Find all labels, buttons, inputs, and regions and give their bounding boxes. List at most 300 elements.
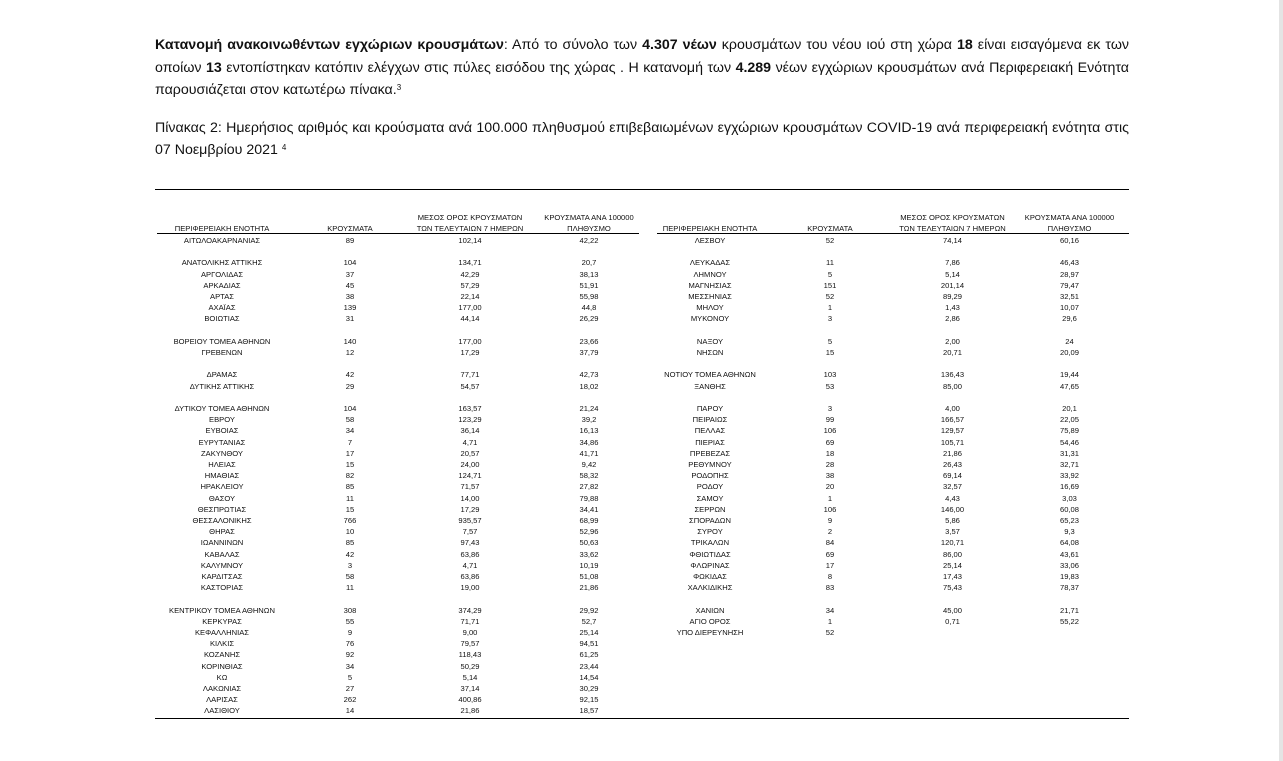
table-cell-cases: 11 (346, 493, 354, 503)
table-cell-cases: 140 (343, 336, 357, 346)
table-cell-avg7: 42,29 (460, 269, 480, 279)
table-cell-cases: 69 (825, 437, 835, 447)
intro-total: 4.307 νέων (642, 37, 717, 53)
table-cell-per100k: 37,79 (579, 348, 599, 357)
table-cell-per100k: 51,08 (579, 572, 599, 581)
table-cell-avg7: 44,14 (460, 314, 480, 324)
table-cell-avg7: 21,86 (460, 706, 480, 716)
table-cell-cases: 83 (825, 583, 835, 593)
table-cell-region: ΚΙΛΚΙΣ (209, 639, 235, 649)
table-cell-cases: 42 (345, 549, 355, 559)
table-cell-per100k: 65,23 (1059, 516, 1079, 525)
table-cell-avg7: 19,00 (460, 583, 480, 593)
table-cell-cases: 92 (345, 650, 355, 660)
table-cell-cases: 12 (345, 348, 355, 357)
table-cell-per100k: 30,29 (579, 684, 599, 693)
table-cell-per100k: 58,32 (579, 471, 599, 481)
table-cell-cases: 106 (823, 426, 837, 436)
table-cell-per100k: 32,71 (1059, 460, 1079, 469)
table-cell-avg7: 400,86 (458, 695, 482, 705)
table-cell-per100k: 34,41 (579, 504, 599, 514)
table-cell-region: ΖΑΚΥΝΘΟΥ (201, 448, 243, 458)
intro-text-5: νέων εγχώριων κρουσμάτων ανά Περιφερειακή Ενότητα παρουσιάζεται στον κατωτέρω πίνακα. (155, 59, 1129, 98)
table-cell-avg7: 17,43 (942, 572, 962, 581)
table-cell-avg7: 20,71 (942, 348, 962, 357)
table-cell-per100k: 21,71 (1059, 605, 1079, 615)
table-cell-avg7: 2,00 (945, 336, 960, 346)
table-cell-cases: 38 (825, 471, 835, 481)
table-cell-avg7: 5,86 (945, 516, 960, 525)
table-cell-avg7: 79,57 (460, 639, 480, 649)
table-cell-region: ΦΩΚΙΔΑΣ (693, 572, 727, 581)
table-cell-per100k: 23,44 (579, 661, 599, 671)
table-cell-region: ΒΟΡΕΙΟΥ ΤΟΜΕΑ ΑΘΗΝΩΝ (173, 336, 271, 346)
table-cell-per100k: 16,13 (579, 426, 599, 436)
table-cell-region: ΑΓΙΟ ΟΡΟΣ (689, 616, 731, 626)
table-cell-region: ΑΡΓΟΛΙΔΑΣ (200, 269, 244, 279)
table-cell-region: ΠΕΙΡΑΙΩΣ (692, 415, 728, 425)
table-cell-cases: 9 (827, 516, 833, 525)
table-cell-per100k: 22,05 (1059, 415, 1079, 425)
table-cell-region: ΘΕΣΠΡΩΤΙΑΣ (197, 504, 247, 514)
table-cell-cases: 34 (345, 661, 355, 671)
table-cell-avg7: 4,43 (945, 493, 960, 503)
table-cell-region: ΛΕΥΚΑΔΑΣ (689, 258, 731, 268)
table-cell-cases: 5 (347, 672, 353, 682)
table-cell-region: ΚΟΖΑΝΗΣ (203, 650, 241, 660)
table-cell-cases: 45 (345, 280, 355, 290)
table-cell-cases: 53 (825, 381, 835, 391)
table-cell-avg7: 166,57 (940, 415, 965, 425)
table-cell-cases: 1 (827, 303, 833, 313)
table-cell-cases: 37 (345, 269, 355, 279)
header-underline-right (657, 233, 1129, 234)
table-cell-cases: 104 (343, 404, 357, 413)
table-cell-region: ΣΑΜΟΥ (696, 493, 724, 503)
table-cell-region: ΙΩΑΝΝΙΝΩΝ (200, 538, 244, 548)
table-cell-per100k: 18,02 (579, 381, 599, 391)
table-cell-per100k: 64,08 (1059, 538, 1079, 548)
table-cell-region: ΚΩ (216, 672, 228, 682)
table-cell-cases: 34 (345, 426, 355, 436)
table-cell-region: ΚΑΒΑΛΑΣ (204, 549, 240, 559)
table-cell-avg7: 118,43 (458, 650, 482, 660)
table-cell-per100k: 47,65 (1059, 381, 1079, 391)
table-cell-cases: 29 (345, 381, 355, 391)
table-cell-cases: 18 (825, 448, 835, 458)
intro-gates: 13 (205, 59, 222, 76)
table-cell-avg7: 21,86 (942, 448, 962, 458)
table-cell-region: ΛΗΜΝΟΥ (693, 269, 727, 279)
intro-text-2: κρουσμάτων του νέου ιού στη χώρα (716, 37, 958, 53)
table-cell-region: ΚΕΝΤΡΙΚΟΥ ΤΟΜΕΑ ΑΘΗΝΩΝ (169, 605, 275, 615)
table-cell-cases: 99 (825, 415, 835, 425)
table-cell-per100k: 32,51 (1059, 292, 1079, 301)
table-cell-region: ΔΥΤΙΚΗΣ ΑΤΤΙΚΗΣ (189, 381, 255, 391)
table-cell-region: ΚΑΣΤΟΡΙΑΣ (200, 583, 244, 593)
table-cell-cases: 34 (825, 605, 835, 615)
table-cell-avg7: 201,14 (940, 280, 965, 290)
table-cell-cases: 52 (825, 236, 835, 245)
header-avg-right-1: ΜΕΣΟΣ ΟΡΟΣ ΚΡΟΥΣΜΑΤΩΝ (900, 213, 1005, 222)
table-cell-region: ΕΒΡΟΥ (209, 415, 235, 425)
table-cell-region: ΧΑΝΙΩΝ (695, 605, 725, 615)
table-cell-per100k: 61,25 (579, 650, 599, 660)
table-cell-region: ΣΠΟΡΑΔΩΝ (689, 516, 731, 525)
table-cell-cases: 5 (827, 269, 833, 279)
table-cell-cases: 17 (345, 448, 355, 458)
table-cell-per100k: 33,92 (1059, 471, 1079, 481)
header-avg-left-2: ΤΩΝ ΤΕΛΕΥΤΑΙΩΝ 7 ΗΜΕΡΩΝ (416, 224, 524, 233)
table-cell-cases: 69 (825, 549, 835, 559)
table-cell-per100k: 92,15 (579, 695, 599, 705)
table-cell-per100k: 55,98 (579, 292, 599, 301)
table-cell-per100k: 3,03 (1062, 493, 1077, 503)
table-cell-cases: 1 (827, 493, 833, 503)
table-cell-cases: 52 (825, 292, 835, 301)
header-avg-right-2: ΤΩΝ ΤΕΛΕΥΤΑΙΩΝ 7 ΗΜΕΡΩΝ (899, 224, 1006, 233)
header-underline-left (157, 233, 639, 234)
document-body (155, 34, 1129, 162)
table-cell-region: ΘΕΣΣΑΛΟΝΙΚΗΣ (192, 516, 252, 525)
table-cell-per100k: 34,86 (579, 437, 599, 447)
table-cell-cases: 76 (345, 639, 355, 649)
table-cell-region: ΝΑΞΟΥ (696, 336, 724, 346)
header-per100k-left-2: ΠΛΗΘΥΣΜΟ (567, 224, 611, 233)
header-per100k-right-1: ΚΡΟΥΣΜΑΤΑ ΑΝΑ 100000 (1024, 213, 1115, 222)
table-cell-avg7: 57,29 (460, 280, 480, 290)
table-cell-per100k: 9,42 (581, 460, 597, 469)
table-cell-cases: 3 (827, 404, 833, 413)
table-cell-cases: 9 (347, 628, 353, 637)
table-cell-avg7: 3,57 (945, 527, 960, 537)
table-cell-avg7: 89,29 (942, 292, 962, 301)
table-cell-region: ΚΑΛΥΜΝΟΥ (200, 560, 244, 570)
table-cell-cases: 7 (347, 437, 353, 447)
table-cell-per100k: 29,6 (1062, 314, 1077, 324)
table-cell-avg7: 24,00 (460, 460, 480, 469)
table-cell-avg7: 374,29 (458, 605, 482, 615)
table-cell-cases: 262 (343, 695, 357, 705)
table-cell-cases: 85 (345, 482, 355, 492)
table-cell-per100k: 10,07 (1059, 303, 1079, 313)
table-cell-per100k: 19,44 (1059, 370, 1079, 380)
table-cell-cases: 106 (823, 504, 837, 514)
table-caption (155, 117, 1129, 162)
header-cases-left: ΚΡΟΥΣΜΑΤΑ (327, 224, 373, 233)
table-cell-region: ΓΡΕΒΕΝΩΝ (201, 348, 243, 357)
table-cell-avg7: 77,71 (460, 370, 480, 380)
table-cell-avg7: 25,14 (942, 560, 962, 570)
table-cell-avg7: 20,57 (460, 448, 480, 458)
table-cell-cases: 89 (345, 236, 355, 245)
table-cell-avg7: 105,71 (940, 437, 965, 447)
table-cell-per100k: 19,83 (1059, 572, 1079, 581)
table-cell-cases: 5 (827, 336, 833, 346)
table-cell-region: ΡΟΔΟΠΗΣ (691, 471, 729, 481)
table-cell-region: ΛΑΡΙΣΑΣ (206, 695, 238, 705)
table-cell-cases: 14 (345, 706, 355, 716)
table-cell-cases: 103 (823, 370, 837, 380)
table-cell-per100k: 18,57 (579, 706, 599, 716)
table-cell-region: ΜΕΣΣΗΝΙΑΣ (688, 292, 732, 301)
table-cell-avg7: 136,43 (940, 370, 965, 380)
table-cell-avg7: 0,71 (945, 616, 960, 626)
table-cell-per100k: 78,37 (1059, 583, 1079, 593)
intro-lead: Κατανομή ανακοινωθέντων εγχώριων κρουσμάτων (155, 37, 504, 53)
table-cell-cases: 28 (825, 460, 835, 469)
table-cell-per100k: 33,62 (579, 549, 599, 559)
table-cell-region: ΛΕΣΒΟΥ (694, 236, 726, 245)
table-cell-per100k: 50,63 (579, 538, 599, 548)
header-per100k-left-1: ΚΡΟΥΣΜΑΤΑ ΑΝΑ 100000 (544, 213, 634, 222)
table-cell-cases: 42 (345, 370, 355, 380)
table-cell-per100k: 28,97 (1059, 269, 1079, 279)
table-cell-region: ΧΑΛΚΙΔΙΚΗΣ (687, 583, 733, 593)
table-cell-per100k: 79,47 (1059, 280, 1079, 290)
intro-text-4: εντοπίστηκαν κατόπιν ελέγχων στις πύλες εισόδου της χώρας . Η κατανομή των (221, 59, 736, 76)
table-cell-per100k: 21,86 (579, 583, 599, 593)
header-cases-right: ΚΡΟΥΣΜΑΤΑ (807, 224, 853, 233)
table-cell-region: ΑΡΚΑΔΙΑΣ (203, 280, 241, 290)
table-cell-per100k: 29,92 (579, 605, 599, 615)
table-cell-cases: 84 (825, 538, 835, 548)
table-cell-region: ΔΥΤΙΚΟΥ ΤΟΜΕΑ ΑΘΗΝΩΝ (174, 404, 270, 413)
table-cell-cases: 11 (346, 583, 354, 593)
table-cell-region: ΡΕΘΥΜΝΟΥ (688, 460, 732, 469)
table-cell-per100k: 25,14 (579, 628, 599, 637)
table-cell-avg7: 97,43 (460, 538, 480, 548)
table-cell-region: ΚΕΡΚΥΡΑΣ (202, 616, 242, 626)
table-bottom-rule (155, 718, 1129, 719)
table-cell-avg7: 123,29 (458, 415, 482, 425)
table-cell-avg7: 1,43 (945, 303, 960, 313)
table-cell-region: ΡΟΔΟΥ (696, 482, 724, 492)
caption-text: Πίνακας 2: Ημερήσιος αριθμός και κρούσματα ανά 100.000 πληθυσμού επιβεβαιωμένων εγχώριων κρουσμάτων COVID-19 ανά περιφερειακή ενότητα στις 07 Νοεμβρίου 2021 (155, 119, 1129, 158)
table-cell-region: ΝΗΣΩΝ (696, 348, 724, 357)
table-cell-cases: 15 (345, 460, 355, 469)
table-cell-avg7: 63,86 (460, 572, 480, 581)
table-cell-cases: 15 (345, 504, 355, 514)
table-cell-per100k: 38,13 (579, 269, 599, 279)
table-cell-per100k: 33,06 (1059, 560, 1079, 570)
table-cell-avg7: 4,71 (462, 437, 478, 447)
table-cell-avg7: 32,57 (942, 482, 962, 492)
table-cell-avg7: 4,00 (945, 404, 960, 413)
table-cell-region: ΛΑΚΩΝΙΑΣ (202, 684, 242, 693)
table-cell-per100k: 41,71 (579, 448, 599, 458)
table-cell-region: ΞΑΝΘΗΣ (694, 381, 726, 391)
table-cell-per100k: 24 (1065, 336, 1074, 346)
table-cell-cases: 55 (345, 616, 355, 626)
table-cell-per100k: 79,88 (579, 493, 599, 503)
table-cell-per100k: 68,99 (579, 516, 599, 525)
table-cell-avg7: 74,14 (942, 236, 962, 245)
table-cell-avg7: 37,14 (460, 684, 480, 693)
table-cell-per100k: 46,43 (1059, 258, 1079, 268)
table-cell-region: ΠΕΛΛΑΣ (694, 426, 726, 436)
header-region-right: ΠΕΡΙΦΕΡΕΙΑΚΗ ΕΝΟΤΗΤΑ (662, 224, 758, 233)
table-cell-avg7: 50,29 (460, 661, 480, 671)
table-cell-per100k: 55,22 (1059, 616, 1079, 626)
table-cell-per100k: 9,3 (1064, 527, 1075, 537)
table-cell-region: ΚΕΦΑΛΛΗΝΙΑΣ (194, 628, 250, 637)
table-cell-avg7: 63,86 (460, 549, 480, 559)
table-cell-avg7: 120,71 (940, 538, 965, 548)
table-cell-region: ΑΙΤΩΛΟΑΚΑΡΝΑΝΙΑΣ (183, 236, 261, 245)
table-cell-per100k: 44,8 (581, 303, 597, 313)
table-cell-avg7: 17,29 (460, 348, 480, 357)
table-cell-avg7: 54,57 (460, 381, 480, 391)
intro-text-1: : Από το σύνολο των (503, 37, 643, 53)
table-cell-avg7: 102,14 (458, 236, 482, 245)
table-cell-cases: 82 (345, 471, 355, 481)
table-cell-cases: 308 (343, 605, 357, 615)
table-cell-avg7: 129,57 (940, 426, 965, 436)
table-cell-cases: 10 (345, 527, 355, 537)
table-cell-avg7: 134,71 (458, 258, 482, 268)
table-cell-cases: 17 (825, 560, 835, 570)
table-cell-per100k: 20,1 (1062, 404, 1077, 413)
table-cell-avg7: 69,14 (942, 471, 962, 481)
table-cell-cases: 2 (827, 527, 833, 537)
table-cell-region: ΜΗΛΟΥ (696, 303, 724, 313)
table-cell-region: ΑΧΑΪΑΣ (208, 303, 236, 313)
table-cell-cases: 27 (345, 684, 355, 693)
header-per100k-right-2: ΠΛΗΘΥΣΜΟ (1047, 224, 1092, 233)
table-cell-per100k: 20,7 (581, 258, 597, 268)
table-cell-cases: 11 (826, 258, 834, 268)
table-cell-avg7: 177,00 (458, 336, 482, 346)
table-cell-avg7: 5,14 (462, 672, 478, 682)
intro-paragraph (155, 34, 1129, 102)
table-cell-per100k: 42,73 (579, 370, 599, 380)
table-cell-region: ΦΛΩΡΙΝΑΣ (690, 560, 730, 570)
table-cell-region: ΚΟΡΙΝΘΙΑΣ (201, 661, 243, 671)
table-cell-avg7: 163,57 (458, 404, 482, 413)
table-cell-cases: 104 (343, 258, 357, 268)
table-cell-region: ΚΑΡΔΙΤΣΑΣ (201, 572, 243, 581)
table-cell-region: ΛΑΣΙΘΙΟΥ (204, 706, 240, 716)
table-cell-per100k: 20,09 (1059, 348, 1079, 357)
table-cell-region: ΝΟΤΙΟΥ ΤΟΜΕΑ ΑΘΗΝΩΝ (664, 370, 756, 380)
table-cell-per100k: 60,16 (1059, 236, 1079, 245)
table-cell-cases: 38 (345, 292, 355, 301)
table-cell-per100k: 10,19 (579, 560, 599, 570)
table-cell-region: ΠΙΕΡΙΑΣ (695, 437, 725, 447)
table-cell-cases: 8 (827, 572, 833, 581)
table-cell-per100k: 51,91 (579, 280, 599, 290)
table-cell-avg7: 22,14 (460, 292, 480, 301)
table-cell-avg7: 71,71 (460, 616, 480, 626)
table-cell-per100k: 26,29 (579, 314, 599, 324)
table-cell-avg7: 9,00 (462, 628, 478, 637)
table-cell-cases: 3 (347, 560, 353, 570)
table-cell-cases: 85 (345, 538, 355, 548)
table-cell-region: ΜΑΓΝΗΣΙΑΣ (688, 280, 732, 290)
table-cell-cases: 52 (825, 628, 835, 637)
table-cell-avg7: 7,86 (945, 258, 960, 268)
table-cell-avg7: 5,14 (945, 269, 960, 279)
table-cell-cases: 1 (827, 616, 833, 626)
table-cell-avg7: 85,00 (942, 381, 962, 391)
table-cell-per100k: 54,46 (1059, 437, 1079, 447)
table-cell-cases: 15 (825, 348, 835, 357)
table-cell-cases: 151 (823, 280, 837, 290)
table-cell-avg7: 935,57 (458, 516, 482, 525)
table-cell-cases: 31 (345, 314, 355, 324)
table-cell-region: ΥΠΟ ΔΙΕΡΕΥΝΗΣΗ (676, 628, 744, 637)
table-cell-region: ΘΑΣΟΥ (208, 493, 236, 503)
table-cell-per100k: 52,7 (581, 616, 597, 626)
table-cell-region: ΦΘΙΩΤΙΔΑΣ (689, 549, 731, 559)
table-cell-per100k: 60,08 (1059, 504, 1079, 514)
intro-text-3: είναι εισαγόμενα εκ των οποίων (155, 37, 1129, 76)
table-cell-region: ΤΡΙΚΑΛΩΝ (690, 538, 730, 548)
table-cell-per100k: 75,89 (1059, 426, 1079, 436)
table-cell-avg7: 26,43 (942, 460, 962, 469)
table-cell-region: ΗΜΑΘΙΑΣ (204, 471, 240, 481)
table-cell-cases: 20 (825, 482, 835, 492)
table-cell-region: ΗΡΑΚΛΕΙΟΥ (200, 482, 244, 492)
table-cell-avg7: 75,43 (942, 583, 962, 593)
table-cell-region: ΑΡΤΑΣ (210, 292, 234, 301)
table-cell-avg7: 177,00 (458, 303, 482, 313)
table-cell-avg7: 45,00 (942, 605, 962, 615)
table-cell-region: ΘΗΡΑΣ (209, 527, 235, 537)
table-cell-cases: 139 (343, 303, 357, 313)
footnote-ref-4: 4 (281, 143, 287, 152)
table-cell-avg7: 146,00 (940, 504, 965, 514)
table-top-rule (155, 189, 1129, 190)
table-cell-cases: 58 (345, 415, 355, 425)
table-cell-region: ΒΟΙΩΤΙΑΣ (204, 314, 240, 324)
table-cell-avg7: 17,29 (460, 504, 480, 514)
table-cell-region: ΕΥΡΥΤΑΝΙΑΣ (198, 437, 246, 447)
table-cell-avg7: 124,71 (458, 471, 482, 481)
header-region-left: ΠΕΡΙΦΕΡΕΙΑΚΗ ΕΝΟΤΗΤΑ (174, 224, 270, 233)
table-cell-per100k: 42,22 (579, 236, 599, 245)
table-cell-cases: 3 (827, 314, 833, 324)
intro-imported: 18 (957, 37, 973, 53)
table-cell-region: ΣΥΡΟΥ (697, 527, 723, 537)
table-cell-per100k: 21,24 (579, 404, 599, 413)
table-cell-avg7: 71,57 (460, 482, 480, 492)
footnote-ref-3: 3 (396, 83, 402, 92)
table-cell-per100k: 94,51 (579, 639, 599, 649)
table-cell-per100k: 39,2 (581, 415, 597, 425)
table-cell-cases: 766 (343, 516, 357, 525)
table-cell-per100k: 16,69 (1059, 482, 1079, 492)
table-cell-per100k: 31,31 (1059, 448, 1079, 458)
table-cell-avg7: 7,57 (462, 527, 478, 537)
table-cell-per100k: 23,66 (579, 336, 599, 346)
table-cell-region: ΗΛΕΙΑΣ (208, 460, 236, 469)
table-cell-per100k: 43,61 (1059, 549, 1079, 559)
table-cell-per100k: 52,96 (579, 527, 599, 537)
table-cell-region: ΜΥΚΟΝΟΥ (690, 314, 730, 324)
table-cell-region: ΠΑΡΟΥ (696, 404, 724, 413)
table-cell-region: ΠΡΕΒΕΖΑΣ (689, 448, 731, 458)
table-cell-region: ΔΡΑΜΑΣ (206, 370, 238, 380)
table-cell-avg7: 4,71 (462, 560, 478, 570)
table-cell-avg7: 2,86 (945, 314, 960, 324)
table-cell-avg7: 36,14 (460, 426, 480, 436)
table-cell-per100k: 27,82 (579, 482, 599, 492)
table-cell-avg7: 14,00 (460, 493, 480, 503)
table-cell-avg7: 86,00 (942, 549, 962, 559)
table-cell-cases: 58 (345, 572, 355, 581)
